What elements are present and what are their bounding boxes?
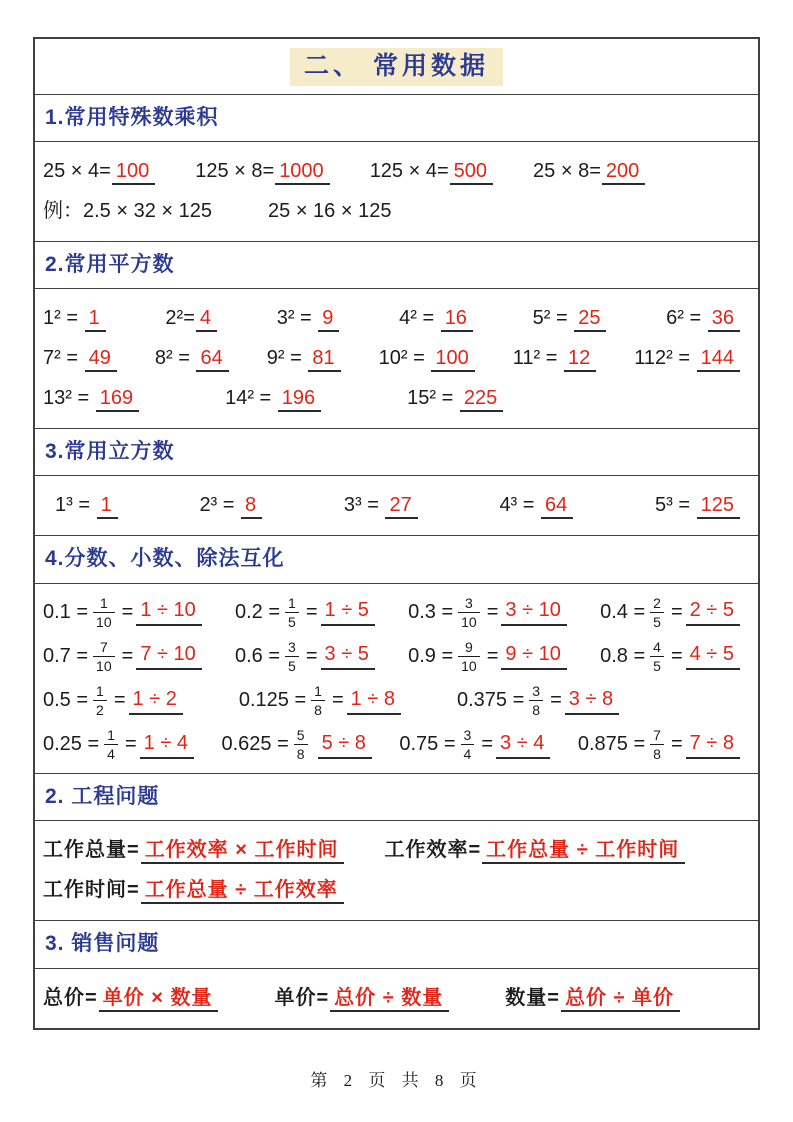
fraction-conversion-item: [43, 727, 194, 762]
fraction-denominator: 10: [93, 612, 115, 630]
equation-item: [407, 386, 503, 411]
equation-expression: 8² =: [154, 347, 196, 370]
formula-answer: 工作效率 × 工作时间: [141, 839, 345, 864]
equation-expression: 13² =: [43, 387, 95, 410]
decimal-value: 0.875 =: [577, 733, 646, 756]
section-header-cubes: [35, 429, 758, 476]
answer-blank: 1: [85, 307, 106, 332]
decimal-value: 0.7 =: [43, 644, 89, 667]
section-header-text: 3. 销售问题: [45, 932, 160, 956]
answer-blank: 125: [697, 494, 740, 519]
equation-item: [43, 346, 117, 371]
equation-expression: 1² =: [43, 307, 84, 330]
fraction-denominator: 5: [285, 612, 299, 630]
equation-expression: 2²=: [165, 307, 195, 330]
answer-blank: 64: [196, 347, 228, 372]
equation-expression: 112² =: [634, 347, 696, 370]
decimal-value: 0.4 =: [600, 600, 646, 623]
title-row: [35, 39, 758, 95]
fraction-conversion-item: [239, 683, 401, 718]
decimal-value: 0.25 =: [43, 733, 100, 756]
section-header-fractions: [35, 536, 758, 583]
equals-sign: =: [670, 733, 683, 756]
equation-expression: 10² =: [378, 347, 431, 370]
answer-blank: 3 ÷ 4: [496, 731, 550, 759]
fraction-numerator: 5: [296, 727, 305, 744]
formula-label: 工作效率=: [384, 839, 482, 862]
equation-expression: 4³ =: [499, 494, 541, 517]
formula-answer: 单价 × 数量: [99, 987, 219, 1012]
equation-item: [666, 306, 740, 331]
equation-item: [499, 493, 573, 518]
formula-item: [43, 838, 344, 863]
answer-blank: 169: [96, 387, 139, 412]
fraction-conversion-item: [600, 595, 740, 630]
fractions-row-4: [43, 727, 750, 762]
squares-line-2: [43, 346, 750, 371]
equation-expression: 4² =: [399, 307, 440, 330]
formula-answer: 总价 ÷ 单价: [561, 987, 680, 1012]
answer-blank: 1: [97, 494, 118, 519]
equation-item: [199, 493, 262, 518]
equation-expression: 6² =: [666, 307, 707, 330]
fraction: [458, 595, 480, 630]
equation-expression: 15² =: [407, 387, 459, 410]
section-header-text: 4.分数、小数、除法互化: [45, 547, 285, 571]
answer-blank: 2 ÷ 5: [686, 598, 740, 626]
equals-sign: =: [305, 600, 318, 623]
fraction: [93, 683, 107, 718]
fraction-denominator: 4: [461, 744, 475, 762]
formula-label: 数量=: [505, 986, 560, 1009]
equation-item: [634, 346, 740, 371]
equation-expression: 1³ =: [55, 494, 96, 517]
equation-expression: 9² =: [266, 347, 308, 370]
equation-item: [655, 493, 740, 518]
section-content-work: [35, 821, 758, 921]
fraction-conversion-item: [235, 595, 375, 630]
section-header-text: 1.常用特殊数乘积: [45, 106, 219, 129]
answer-blank: 3 ÷ 8: [565, 687, 619, 715]
equation-item: [344, 493, 418, 518]
example-expression-1: 例：2.5 × 32 × 125: [43, 200, 213, 223]
fraction-conversion-item: [221, 727, 371, 762]
formula-label: 单价=: [274, 986, 330, 1009]
formula-label: 总价=: [43, 986, 98, 1009]
decimal-value: 0.9 =: [408, 644, 454, 667]
fraction: [104, 727, 118, 762]
fraction-numerator: 3: [463, 727, 472, 744]
fraction-numerator: 2: [653, 594, 661, 611]
equation-expression: 14² =: [225, 387, 277, 410]
answer-blank: 7 ÷ 10: [136, 642, 201, 670]
fraction-denominator: 8: [650, 744, 664, 762]
equals-sign: =: [486, 644, 499, 667]
fraction: [285, 639, 299, 674]
reference-table: [33, 37, 760, 1030]
fraction-numerator: 1: [107, 727, 115, 744]
fraction-denominator: 4: [104, 744, 118, 762]
products-line: [43, 159, 750, 184]
answer-blank: 1000: [275, 160, 330, 185]
answer-blank: 1 ÷ 5: [321, 598, 375, 626]
fraction-numerator: 3: [532, 682, 541, 699]
equals-sign: =: [670, 644, 683, 667]
formula-answer: 工作总量 ÷ 工作时间: [482, 839, 685, 864]
fraction: [285, 595, 299, 630]
answer-blank: 36: [708, 307, 740, 332]
equation-expression: 11² =: [512, 347, 563, 370]
equation-item: [55, 493, 118, 518]
answer-blank: 16: [441, 307, 473, 332]
fraction: [650, 595, 664, 630]
equation-item: [399, 306, 473, 331]
work-line-1: [43, 838, 750, 863]
section-content-squares: [35, 289, 758, 429]
fraction-numerator: 1: [96, 682, 104, 699]
equation-item: [379, 346, 475, 371]
equation-item: [195, 159, 329, 184]
fraction-numerator: 3: [288, 638, 296, 655]
formula-item: [384, 838, 685, 863]
fraction-conversion-item: [43, 595, 202, 630]
equals-sign: =: [331, 689, 344, 712]
fractions-row-2: [43, 639, 750, 674]
equation-item: [225, 386, 321, 411]
decimal-value: 0.3 =: [408, 600, 454, 623]
equation-item: [43, 159, 155, 184]
fraction-denominator: 8: [311, 700, 325, 718]
fraction-conversion-item: [43, 639, 202, 674]
sales-line: [43, 986, 750, 1011]
section-header-text: 2. 工程问题: [45, 785, 160, 809]
fraction-denominator: 10: [458, 656, 480, 674]
equation-expression: 3³ =: [343, 494, 385, 517]
equals-sign: =: [121, 600, 134, 623]
answer-blank: 196: [278, 387, 321, 412]
fraction-denominator: 5: [650, 656, 664, 674]
equals-sign: =: [550, 689, 562, 712]
answer-blank: 9: [318, 307, 339, 332]
equation-item: [43, 386, 139, 411]
equation-expression: 125 × 4=: [369, 160, 449, 183]
answer-blank: 64: [541, 494, 573, 519]
page-number-footer: 第 2 页 共 8 页: [310, 1071, 483, 1090]
formula-answer: 工作总量 ÷ 工作效率: [141, 879, 344, 904]
answer-blank: 4 ÷ 5: [686, 642, 740, 670]
equation-expression: 3² =: [276, 307, 318, 330]
answer-blank: 200: [602, 160, 645, 185]
answer-blank: 1 ÷ 4: [140, 731, 194, 759]
fraction: [294, 727, 308, 762]
fraction-conversion-item: [235, 639, 375, 674]
fraction: [311, 683, 325, 718]
answer-blank: 27: [385, 494, 417, 519]
answer-blank: 1 ÷ 2: [129, 687, 183, 715]
fraction-conversion-item: [399, 727, 550, 762]
answer-blank: 500: [450, 160, 493, 185]
fractions-row-3: [43, 683, 750, 718]
fraction-denominator: 10: [93, 656, 115, 674]
fraction-denominator: 2: [93, 700, 107, 718]
section-content-sales: [35, 969, 758, 1028]
answer-blank: 81: [308, 347, 340, 372]
equation-expression: 5² =: [532, 307, 574, 330]
equals-sign: =: [305, 644, 318, 667]
decimal-value: 0.5 =: [43, 689, 89, 712]
decimal-value: 0.1 =: [43, 600, 89, 623]
fraction-denominator: 8: [529, 700, 543, 718]
decimal-value: 0.125 =: [238, 689, 307, 712]
example-line: [43, 199, 750, 224]
fraction-denominator: 5: [650, 612, 664, 630]
answer-blank: 9 ÷ 10: [501, 642, 566, 670]
fraction: [650, 639, 664, 674]
equation-item: [370, 159, 493, 184]
fraction: [650, 727, 664, 762]
answer-blank: 100: [431, 347, 474, 372]
formula-label: 工作总量=: [43, 839, 140, 862]
fraction-numerator: 1: [99, 594, 108, 611]
equation-item: [43, 306, 106, 331]
section-header-products: [35, 95, 758, 142]
answer-blank: 144: [697, 347, 740, 372]
answer-blank: 100: [112, 160, 155, 185]
equals-sign: =: [486, 600, 499, 623]
equation-item: [155, 346, 229, 371]
formula-item: [274, 986, 449, 1011]
fraction-numerator: 1: [288, 594, 296, 611]
equation-expression: 25 × 8=: [533, 160, 601, 183]
fractions-row-1: [43, 595, 750, 630]
answer-blank: 1 ÷ 8: [347, 687, 401, 715]
section-header-work: [35, 774, 758, 821]
fraction-conversion-item: [600, 639, 740, 674]
section-header-text: 2.常用平方数: [45, 253, 175, 277]
formula-label: 工作时间=: [43, 879, 140, 902]
equation-expression: 7² =: [43, 347, 84, 370]
equation-item: [513, 346, 596, 371]
fraction-numerator: 3: [465, 594, 473, 611]
fraction: [93, 595, 115, 630]
fraction-numerator: 9: [465, 638, 473, 655]
answer-blank: 8: [241, 494, 262, 519]
equation-item: [165, 306, 217, 331]
answer-blank: 3 ÷ 5: [321, 642, 375, 670]
decimal-value: 0.2 =: [235, 600, 281, 623]
cubes-line: [43, 493, 750, 518]
equals-sign: =: [670, 600, 683, 623]
decimal-value: 0.625 =: [221, 733, 289, 756]
decimal-value: 0.6 =: [235, 644, 281, 667]
formula-item: [505, 986, 680, 1011]
equation-expression: 5³ =: [655, 494, 696, 517]
equation-item: [267, 346, 341, 371]
fraction-conversion-item: [408, 595, 567, 630]
decimal-value: 0.375 =: [457, 689, 525, 712]
fraction-numerator: 7: [653, 727, 661, 744]
answer-blank: 25: [574, 307, 606, 332]
fraction-conversion-item: [408, 639, 567, 674]
fraction-numerator: 1: [314, 682, 322, 699]
equation-expression: 125 × 8=: [195, 160, 275, 183]
decimal-value: 0.8 =: [600, 644, 646, 667]
answer-blank: 7 ÷ 8: [686, 731, 740, 759]
section-header-text: 3.常用立方数: [45, 440, 175, 464]
answer-blank: 4: [196, 307, 217, 332]
equation-expression: 25 × 4=: [43, 160, 111, 183]
fraction: [529, 683, 543, 718]
fraction-denominator: 10: [458, 612, 480, 630]
equation-item: [533, 159, 645, 184]
section-content-products: [35, 142, 758, 242]
squares-line-3: [43, 386, 750, 411]
answer-blank: 5 ÷ 8: [318, 731, 372, 759]
answer-blank: 12: [564, 347, 596, 372]
equals-sign: =: [481, 733, 494, 756]
fraction-denominator: 5: [285, 656, 299, 674]
fraction-conversion-item: [578, 727, 740, 762]
section-content-fractions: [35, 584, 758, 775]
decimal-value: 0.75 =: [399, 733, 456, 756]
formula-item: [43, 986, 218, 1011]
squares-line-1: [43, 306, 750, 331]
example-expression-2: 25 × 16 × 125: [268, 200, 392, 223]
answer-blank: 1 ÷ 10: [136, 598, 201, 626]
section-header-squares: [35, 242, 758, 289]
fraction-numerator: 7: [99, 638, 108, 655]
fraction-denominator: 8: [294, 744, 308, 762]
equation-item: [277, 306, 340, 331]
section-content-cubes: [35, 476, 758, 536]
fraction: [458, 639, 480, 674]
equals-sign: =: [121, 644, 134, 667]
page-title: 二、 常用数据: [290, 48, 503, 86]
equals-sign: =: [124, 733, 137, 756]
equation-item: [533, 306, 607, 331]
answer-blank: 49: [85, 347, 117, 372]
answer-blank: 225: [460, 387, 503, 412]
fraction-numerator: 4: [653, 638, 661, 655]
formula-answer: 总价 ÷ 数量: [330, 987, 449, 1012]
answer-blank: 3 ÷ 10: [501, 598, 566, 626]
section-header-sales: [35, 921, 758, 968]
equation-expression: 2³ =: [199, 494, 241, 517]
formula-item: [43, 878, 344, 903]
fraction-conversion-item: [43, 683, 183, 718]
work-line-2: [43, 878, 750, 903]
fraction: [93, 639, 115, 674]
fraction: [461, 727, 475, 762]
fraction-conversion-item: [457, 683, 619, 718]
equals-sign: =: [113, 689, 126, 712]
